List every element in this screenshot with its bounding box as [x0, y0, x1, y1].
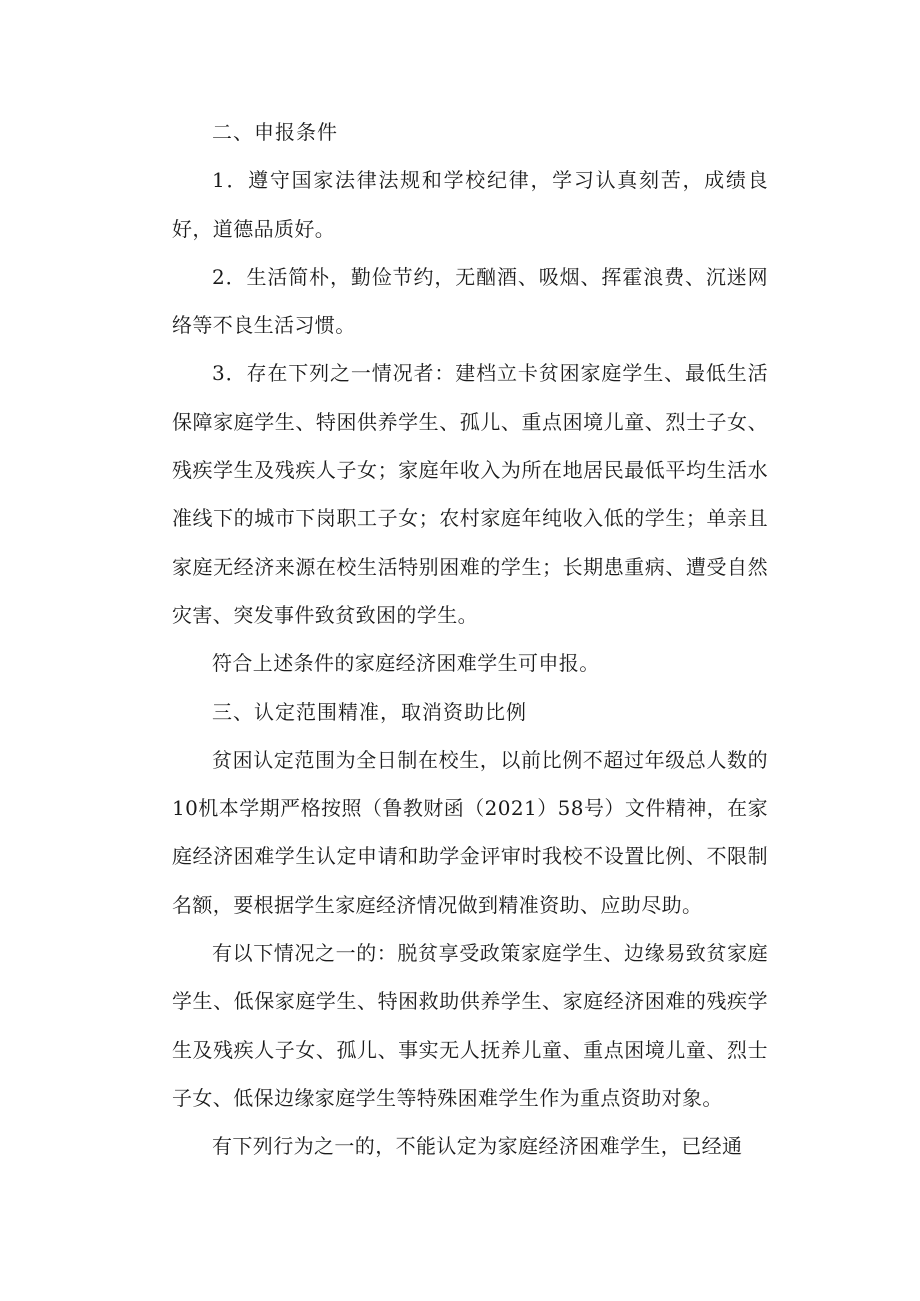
section-heading-application-conditions: 二、申报条件 — [212, 120, 338, 144]
condition-item-1: 1．遵守国家法律法规和学校纪律，学习认真刻苦，成绩良好，道德品质好。 — [172, 168, 768, 241]
section-heading-scope: 三、认定范围精准，取消资助比例 — [212, 699, 527, 724]
document-body — [172, 108, 768, 1171]
scope-paragraph: 贫困认定范围为全日制在校生，以前比例不超过年级总人数的10机本学期严格按照（鲁教财函（2021）58号）文件精神，在家庭经济困难学生认定申请和助学金评审时我校不设置比例、不限制名额，要根据学生家庭经济情况做到精准资助、应助尽助。 — [172, 747, 768, 917]
key-recipients-paragraph: 有以下情况之一的：脱贫享受政策家庭学生、边缘易致贫家庭学生、低保家庭学生、特困救助供养学生、家庭经济困难的残疾学生及残疾人子女、孤儿、事实无人抚养儿童、重点困境儿童、烈士子女、低保边缘家庭学生等特殊困难学生作为重点资助对象。 — [172, 941, 768, 1110]
condition-item-3: 3．存在下列之一情况者：建档立卡贫困家庭学生、最低生活保障家庭学生、特困供养学生、孤儿、重点困境儿童、烈士子女、残疾学生及残疾人子女；家庭年收入为所在地居民最低平均生活水准线下的城市下岗职工子女；农村家庭年纯收入低的学生；单亲且家庭无经济来源在校生活特别困难的学生；长期患重病、遭受自然灾害、突发事件致贫致困的学生。 — [172, 361, 768, 627]
exclusion-paragraph: 有下列行为之一的，不能认定为家庭经济困难学生，已经通 — [212, 1134, 743, 1159]
condition-item-2: 2．生活简朴，勤俭节约，无酗酒、吸烟、挥霍浪费、沉迷网络等不良生活习惯。 — [172, 264, 768, 338]
eligibility-summary: 符合上述条件的家庭经济困难学生可申报。 — [212, 651, 600, 676]
